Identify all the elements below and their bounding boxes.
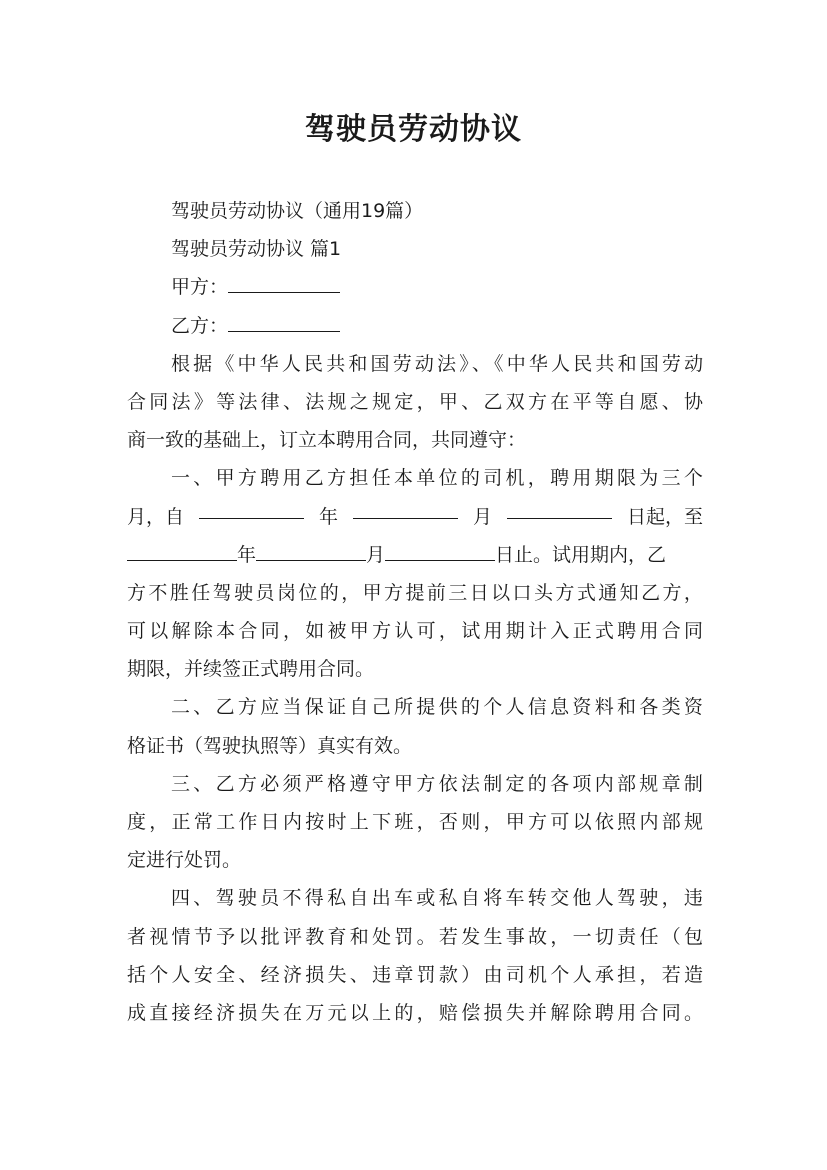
clause2-line-2: 格证书（驾驶执照等）真实有效。	[127, 734, 413, 757]
preamble-line-3: 商一致的基础上，订立本聘用合同，共同遵守：	[127, 429, 527, 452]
end-day-label: 日止。试用期内，乙	[495, 543, 667, 566]
clause1-line-4: 方不胜任驾驶员岗位的，甲方提前三日以口头方式通知乙方，	[127, 581, 706, 604]
clause4-line-4: 成直接经济损失在万元以上的，赔偿损失并解除聘用合同。	[127, 1001, 707, 1024]
clause1-line-3	[127, 536, 703, 574]
section-heading: 驾驶员劳动协议 篇1	[171, 238, 342, 261]
party-a-line	[127, 268, 703, 306]
end-year-label: 年	[237, 543, 257, 566]
end-month-label: 月	[366, 543, 386, 566]
end-month-blank	[256, 540, 366, 561]
start-day-blank	[507, 498, 612, 519]
clause1-line-6: 期限，并续签正式聘用合同。	[127, 658, 375, 681]
clause2-line-1: 二、乙方应当保证自己所提供的个人信息资料和各类资	[171, 696, 707, 719]
end-day-blank	[385, 540, 495, 561]
party-b-line	[127, 307, 703, 345]
subtitle: 驾驶员劳动协议（通用19篇）	[171, 200, 424, 222]
document-title: 驾驶员劳动协议	[305, 112, 522, 147]
preamble-line-1: 根据《中华人民共和国劳动法》、《中华人民共和国劳动	[171, 352, 707, 375]
end-year-blank	[127, 540, 237, 561]
start-year-blank	[199, 498, 304, 519]
clause3-line-2: 度，正常工作日内按时上下班，否则，甲方可以依照内部规	[127, 811, 707, 833]
party-a-blank	[228, 272, 340, 293]
party-b-blank	[228, 311, 340, 332]
clause1-line-1: 一、甲方聘用乙方担任本单位的司机，聘用期限为三个	[171, 467, 707, 490]
preamble-line-2: 合同法》等法律、法规之规定，甲、乙双方在平等自愿、协	[127, 390, 707, 413]
clause1-from: 月，自	[127, 505, 185, 528]
start-month-blank	[353, 498, 458, 519]
start-day-label: 日起，至	[626, 505, 703, 528]
clause4-line-1: 四、驾驶员不得私自出车或私自将车转交他人驾驶，违	[171, 887, 707, 910]
clause1-line-5: 可以解除本合同，如被甲方认可，试用期计入正式聘用合同	[127, 620, 707, 643]
party-a-label: 甲方：	[171, 276, 229, 299]
party-b-label: 乙方：	[171, 314, 229, 337]
clause3-line-3: 定进行处罚。	[127, 849, 242, 872]
clause1-line-2	[127, 498, 703, 536]
clause4-line-2: 者视情节予以批评教育和处罚。若发生事故，一切责任（包	[127, 925, 707, 948]
clause4-line-3: 括个人安全、经济损失、违章罚款）由司机个人承担，若造	[127, 963, 707, 986]
start-month-label: 月	[472, 505, 492, 528]
document-body	[127, 192, 707, 1032]
start-year-label: 年	[318, 505, 338, 528]
clause3-line-1: 三、乙方必须严格遵守甲方依法制定的各项内部规章制	[171, 772, 707, 795]
